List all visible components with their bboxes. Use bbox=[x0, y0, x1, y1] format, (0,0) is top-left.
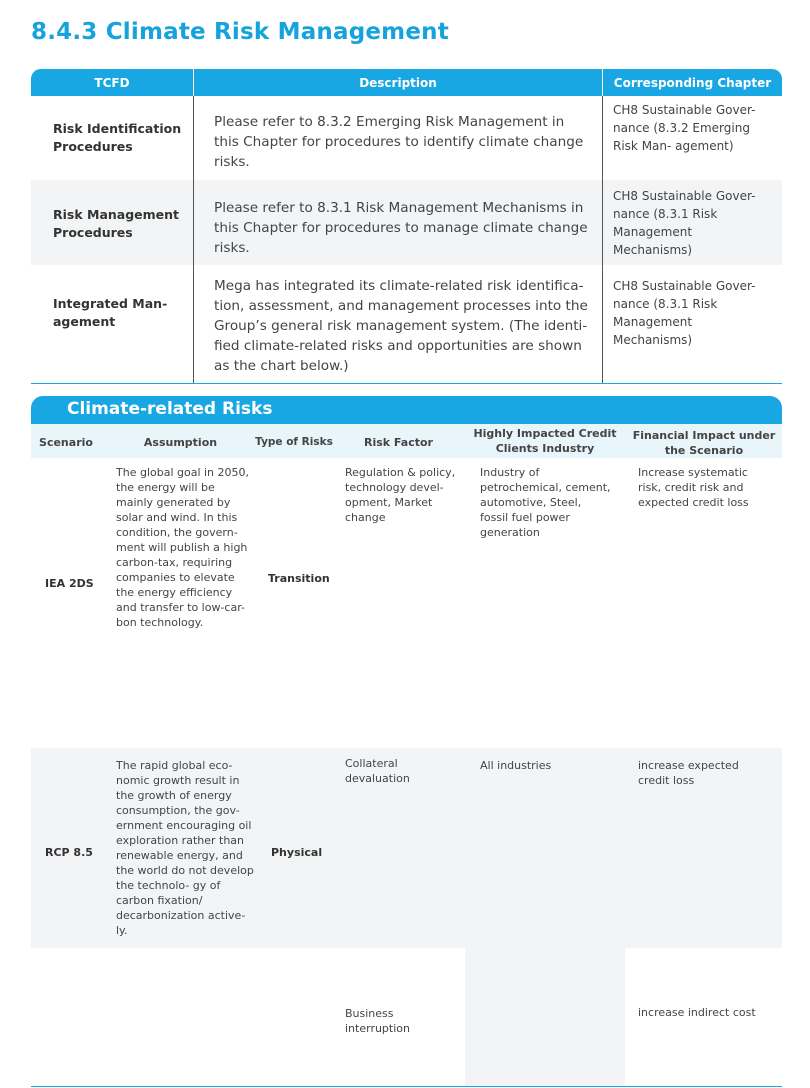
page-title: 8.4.3 Climate Risk Management bbox=[31, 19, 449, 45]
section-bar bbox=[31, 396, 782, 424]
header-description: Description bbox=[359, 76, 437, 90]
section-title: Climate-related Risks bbox=[67, 399, 273, 419]
climate-table-header bbox=[31, 424, 782, 458]
header-type-of-risks: Type of Risks bbox=[255, 436, 333, 448]
header-chapter: Corresponding Chapter bbox=[613, 76, 772, 90]
header-risk-factor: Risk Factor bbox=[364, 436, 433, 449]
tcfd-table-header bbox=[31, 69, 782, 96]
risk-type: Physical bbox=[271, 846, 323, 859]
row-chapter: CH8 Sustainable Gover- nance (8.3.1 Risk Management Mechanisms) bbox=[613, 279, 756, 347]
row-description: Please refer to 8.3.2 Emerging Risk Management in this Chapter for procedures to identify climate change risks. bbox=[214, 114, 584, 170]
assumption: The global goal in 2050, the energy will be mainly generated by solar and wind. In this condition, the govern- ment will publish a high carbon-tax, requiring companies to elevate the energy efficiency and transfer to low-car- bon technology. bbox=[116, 466, 250, 629]
tcfd-table bbox=[31, 69, 782, 383]
header-assumption: Assumption bbox=[143, 436, 218, 449]
header-industry: Highly Impacted Credit Clients Industry bbox=[473, 427, 617, 455]
financial-impact: increase expected credit loss bbox=[638, 759, 739, 787]
header-tcfd: TCFD bbox=[94, 76, 130, 90]
table-row bbox=[31, 458, 782, 748]
scenario: RCP 8.5 bbox=[45, 846, 93, 859]
row-title: Risk Management Procedures bbox=[53, 207, 180, 240]
financial-impact: increase indirect cost bbox=[638, 1006, 756, 1019]
row-title: Risk Identification Procedures bbox=[53, 121, 182, 154]
industry: Industry of petrochemical, cement, automotive, Steel, fossil fuel power generation bbox=[480, 466, 611, 539]
row-chapter: CH8 Sustainable Gover- nance (8.3.2 Emerging Risk Man- agement) bbox=[613, 103, 756, 153]
row-chapter: CH8 Sustainable Gover- nance (8.3.1 Risk Management Mechanisms) bbox=[613, 189, 756, 257]
risk-factor: Business interruption bbox=[345, 1007, 410, 1035]
header-scenario: Scenario bbox=[39, 436, 93, 449]
financial-impact: Increase systematic risk, credit risk and expected credit loss bbox=[638, 466, 749, 509]
scenario: IEA 2DS bbox=[45, 577, 94, 590]
row-title: Integrated Man- agement bbox=[53, 296, 168, 329]
row-description: Please refer to 8.3.1 Risk Management Mechanisms in this Chapter for procedures to manage climate change risks. bbox=[214, 200, 588, 256]
tcfd-row bbox=[31, 96, 782, 180]
row-description: Mega has integrated its climate-related risk identifica- tion, assessment, and management processes into the Group’s general risk management system. (The identi- fied climate-related risks and opportunities are shown as the chart below.) bbox=[214, 278, 588, 374]
risk-type: Transition bbox=[268, 572, 330, 585]
tcfd-row bbox=[31, 180, 782, 265]
tcfd-row bbox=[31, 265, 782, 383]
table-bottom-rule bbox=[31, 1086, 782, 1087]
table-bottom-rule bbox=[31, 383, 782, 384]
risk-factor: Collateral devaluation bbox=[345, 757, 410, 785]
risk-factor: Regulation & policy, technology devel- opment, Market change bbox=[345, 466, 456, 524]
assumption: The rapid global eco- nomic growth result in the growth of energy consumption, the gov- ernment encouraging oil exploration rather than renewable energy, and the world do not develop the technolo- gy of carbon fixation/ decarbonization active- ly. bbox=[116, 759, 254, 937]
table-row bbox=[31, 748, 782, 948]
header-financial-impact: Financial Impact under the Scenario bbox=[632, 429, 776, 457]
table-row bbox=[31, 948, 782, 1086]
industry: All industries bbox=[480, 759, 552, 772]
